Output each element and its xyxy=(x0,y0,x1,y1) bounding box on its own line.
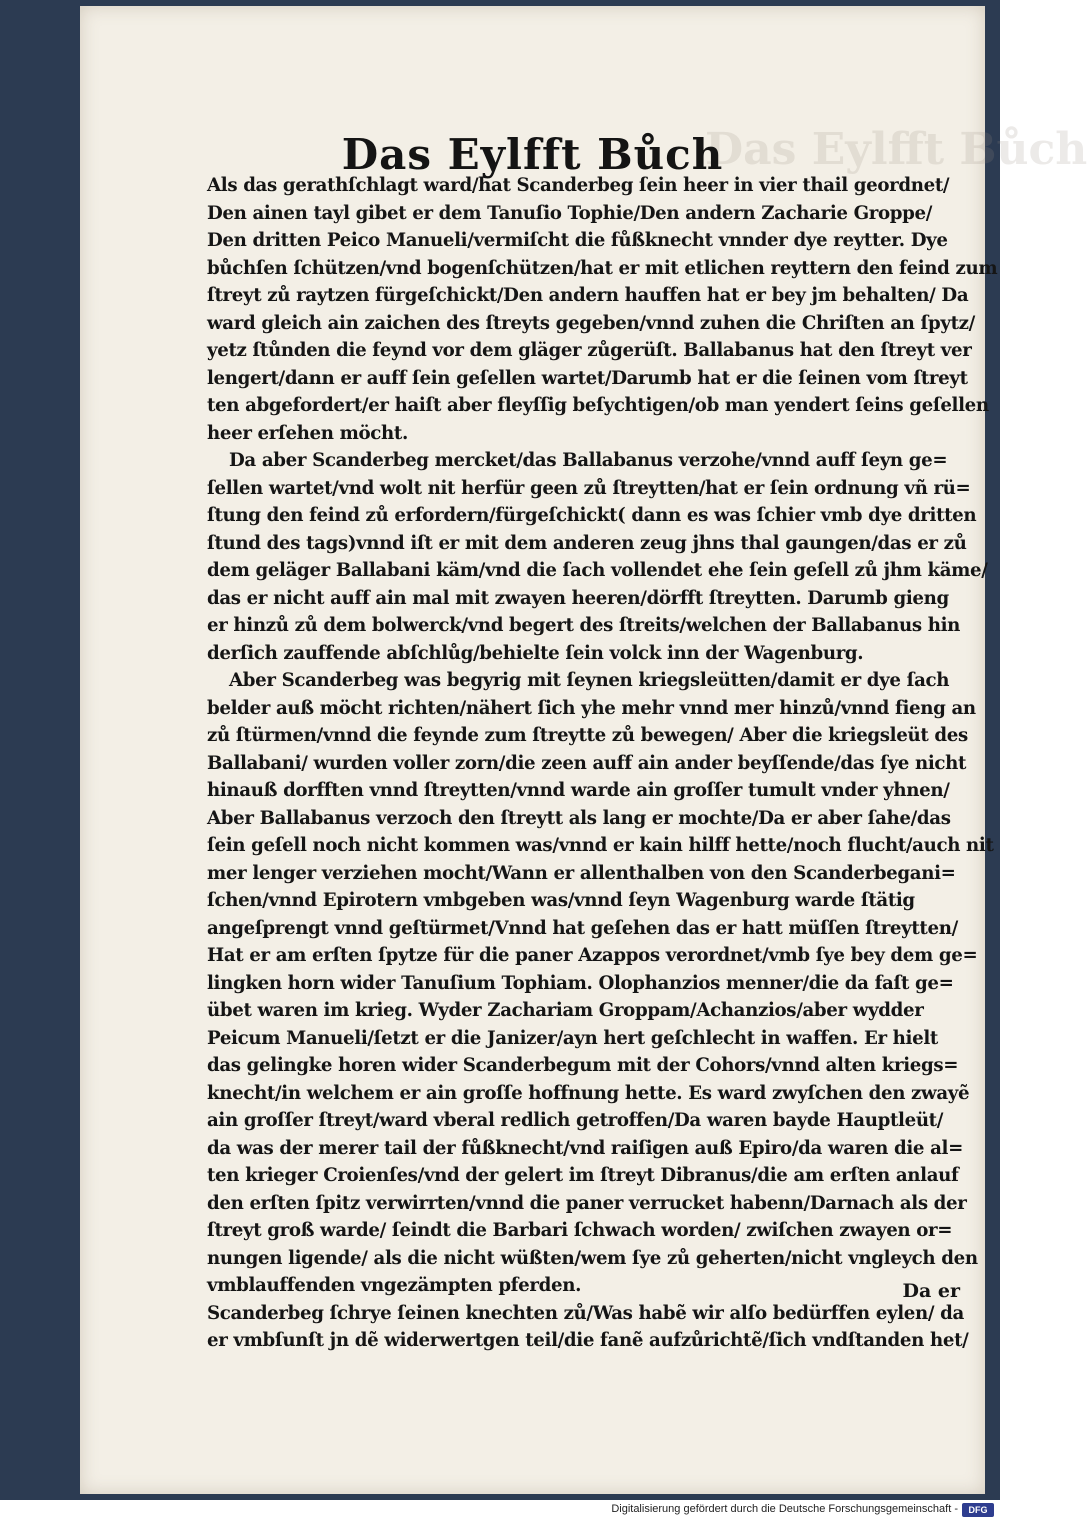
text-line: hinauß dorfften vnnd ſtreytten/vnnd warde ain groſſer tumult vnder yhnen/ xyxy=(207,780,950,801)
text-line: ſein geſell noch nicht kommen was/vnnd er kain hilff hette/noch flucht/auch nit xyxy=(207,835,994,856)
text-line: Den ainen tayl gibet er dem Tanuſio Tophie/Den andern Zacharie Groppe/ xyxy=(207,202,933,224)
text-line: den erſten ſpitz verwirrten/vnnd die paner verrucket habenn/Darnach als der xyxy=(207,1192,967,1214)
text-line: ward gleich ain zaichen des ſtreyts gegeben/vnnd zuhen die Chriſten an ſpytz/ xyxy=(207,312,975,334)
footer-bar xyxy=(0,1500,1000,1521)
text-line: das gelingke horen wider Scanderbegum mit der Cohors/vnnd alten kriegs= xyxy=(207,1055,959,1076)
text-line: ten abgefordert/er haiſt aber fleyſſig beſychtigen/ob man yendert ſeins geſellen xyxy=(207,395,989,416)
text-line: das er nicht auff ain mal mit zwayen heeren/dörfft ſtreytten. Darumb gieng xyxy=(207,587,949,609)
text-line: nungen ligende/ als die nicht wüßten/wem ſye zů geherten/nicht vngleych den xyxy=(207,1247,978,1269)
text-line: er vmbſunſt jn dẽ widerwertgen teil/die fanẽ aufzůrichtẽ/ſich vndſtanden het/ xyxy=(207,1330,969,1351)
text-line: Den dritten Peico Manueli/vermiſcht die fůßknecht vnnder dye reytter. Dye xyxy=(207,230,948,251)
text-line: ſtreyt groß warde/ ſeindt die Barbari ſchwach worden/ zwiſchen zwayen or= xyxy=(207,1220,953,1241)
text-line: vmblauffenden vngezämpten pferden. xyxy=(207,1275,582,1296)
text-line: ain groſſer ſtreyt/ward vberal redlich getroffen/Da waren bayde Hauptleüt/ xyxy=(207,1110,944,1131)
text-line: lengert/dann er auff ſein geſellen wartet/Darumb hat er die ſeinen vom ſtreyt xyxy=(207,367,968,389)
text-line: yetz ſtůnden die feynd vor dem gläger zůgerüſt. Ballabanus hat den ſtreyt ver xyxy=(207,340,972,361)
text-line: Hat er am erſten ſpytze für die paner Azappos verordnet/vmb ſye bey dem ge= xyxy=(207,945,978,966)
text-line: dem geläger Ballabani käm/vnd die ſach vollendet ehe ſein geſell zů jhm käme/ xyxy=(207,560,988,581)
text-line: ſchen/vnnd Epirotern vmbgeben was/vnnd ſeyn Wagenburg warde ſtätig xyxy=(207,890,915,911)
text-line: Als das gerathſchlagt ward/hat Scanderbeg ſein heer in vier thail geordnet/ xyxy=(207,175,950,196)
dfg-logo: DFG xyxy=(962,1503,994,1517)
text-line: Scanderbeg ſchrye ſeinen knechten zů/Was habẽ wir alſo bedürffen eylen/ da xyxy=(207,1302,964,1324)
text-line: angeſprengt vnnd geſtürmet/Vnnd hat geſehen das er hatt müſſen ſtreytten/ xyxy=(207,917,958,939)
text-line: Peicum Manueli/ſetzt er die Janizer/ayn hert geſchlecht in waffen. Er hielt xyxy=(207,1027,938,1049)
text-line: ſtund des tags)vnnd iſt er mit dem anderen zeug jhns thal gaungen/das er zů xyxy=(207,532,967,554)
text-line: bůchſen ſchützen/vnd bogenſchützen/hat er mit etlichen reyttern den feind zum xyxy=(207,257,998,279)
text-line: übet waren im krieg. Wyder Zachariam Groppam/Achanzios/aber wydder xyxy=(207,1000,924,1021)
text-line: mer lenger verziehen mocht/Wann er allenthalben von den Scanderbegani= xyxy=(207,862,956,884)
text-line: Da aber Scanderbeg mercket/das Ballabanus verzohe/vnnd auff ſeyn ge= xyxy=(229,450,948,471)
text-line: Aber Scanderbeg was begyrig mit ſeynen kriegsleütten/damit er dye ſach xyxy=(229,670,950,691)
text-line: derſich zauffende abſchlůg/behielte ſein volck inn der Wagenburg. xyxy=(207,642,864,664)
text-line: Aber Ballabanus verzoch den ſtreytt als lang er mochte/Da er aber ſahe/das xyxy=(207,807,951,829)
text-line: zů ſtürmen/vnnd die feynde zum ſtreytte zů bewegen/ Aber die kriegsleüt des xyxy=(207,725,968,746)
text-line: lingken horn wider Tanuſium Tophiam. Olophanzios menner/die da faſt ge= xyxy=(207,972,954,994)
text-line: er hinzů zů dem bolwerck/vnd begert des ſtreits/welchen der Ballabanus hin xyxy=(207,615,961,636)
text-line: ſtreyt zů raytzen fürgeſchickt/Den andern hauffen hat er bey jm behalten/ Da xyxy=(207,285,969,306)
catchword: Da er xyxy=(902,1280,960,1302)
text-line: ten krieger Croienſes/vnd der gelert im ſtreyt Dibranus/die am erſten anlauf xyxy=(207,1165,959,1186)
text-line: da was der merer tail der fůßknecht/vnd raiſigen auß Epiro/da waren die al= xyxy=(207,1137,963,1159)
text-line: knecht/in welchem er ain groſſe hoffnung hette. Es ward zwyſchen den zwayẽ xyxy=(207,1082,970,1104)
text-line: Ballabani/ wurden voller zorn/die zeen auff ain ander beyſſende/das ſye nicht xyxy=(207,752,967,774)
funding-note: Digitalisierung gefördert durch die Deutsche Forschungsgemeinschaft - xyxy=(611,1503,958,1515)
text-line: ſellen wartet/vnd wolt nit herfür geen zů ſtreytten/hat er ſein ordnung vñ rü= xyxy=(207,477,971,499)
text-line: heer erſehen möcht. xyxy=(207,422,408,444)
page-header: Das Eylfft Bůch xyxy=(341,130,724,179)
text-line: ſtung den feind zů erfordern/fürgeſchickt( dann es was ſchier vmb dye dritten xyxy=(207,505,977,526)
text-line: belder auß möcht richten/nähert ſich yhe mehr vnnd mer hinzů/vnnd fieng an xyxy=(207,697,976,719)
show-through-header: Das Eylfft Bůch xyxy=(705,124,1087,175)
page-text xyxy=(207,172,998,1355)
